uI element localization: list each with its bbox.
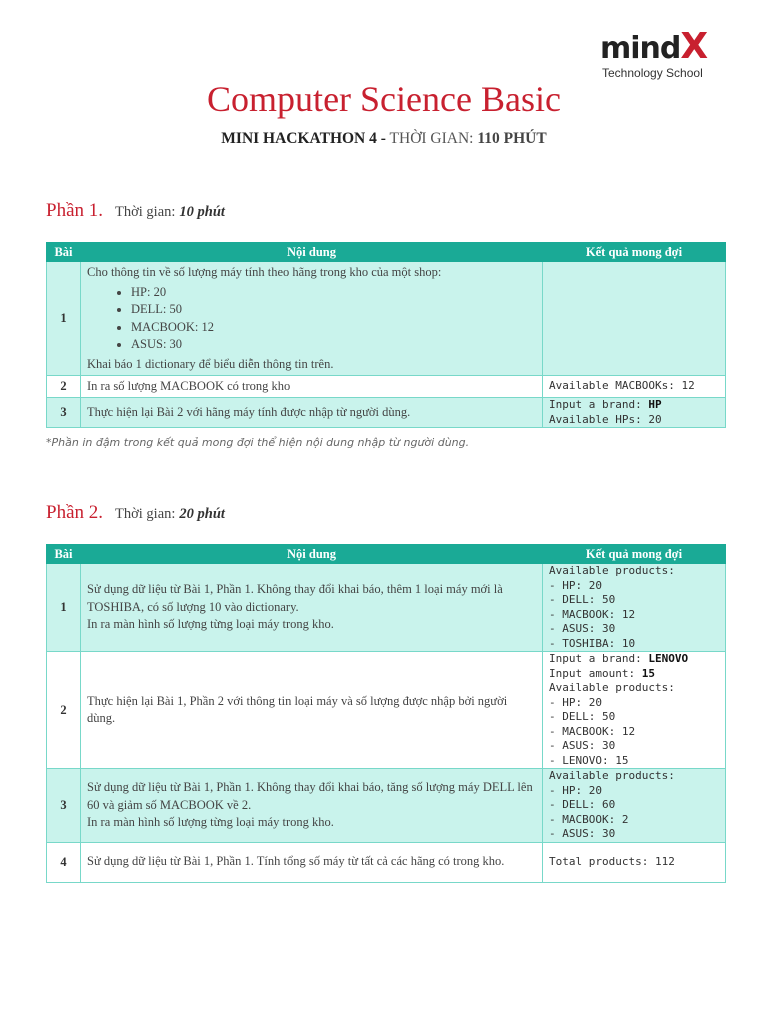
row-result: Available MACBOOKs: 12	[543, 376, 726, 398]
row-outro: Khai báo 1 dictionary để biểu diễn thông tin trên.	[87, 356, 334, 371]
result-amount-value: 15	[641, 666, 655, 680]
row-number: 1	[47, 262, 81, 376]
row-intro: Cho thông tin về số lượng máy tính theo hãng trong kho của một shop:	[87, 265, 442, 279]
part2-title: Phần 2.	[46, 502, 103, 523]
result-input-value: HP	[648, 398, 662, 411]
table-header-row	[47, 545, 726, 564]
row-result: Available products: - HP: 20 - DELL: 60 - MACBOOK: 2 - ASUS: 30	[543, 769, 726, 843]
table-header-row	[47, 243, 726, 262]
result-input-value: LENOVO	[648, 652, 689, 665]
logo-subtitle: Technology School	[602, 66, 703, 80]
row-result	[543, 262, 726, 376]
row-number: 2	[47, 652, 81, 769]
part1-table	[46, 242, 726, 428]
result-output: Available products: - HP: 20 - DELL: 50 - MACBOOK: 12 - ASUS: 30 - LENOVO: 15	[549, 681, 675, 767]
part1-time-value: 10 phút	[179, 204, 225, 220]
subtitle-event: MINI HACKATHON 4 -	[221, 130, 386, 147]
row-content	[81, 769, 543, 843]
row-content	[81, 842, 543, 882]
page-subtitle	[0, 130, 768, 148]
row-text: Thực hiện lại Bài 1, Phần 2 với thông tin loại máy và số lượng được nhập bởi người dùng.	[87, 693, 508, 725]
row-number: 2	[47, 376, 81, 398]
row-number: 3	[47, 769, 81, 843]
list-item: • DELL: 50	[131, 301, 536, 319]
row-number: 1	[47, 564, 81, 652]
part2-heading	[46, 502, 225, 524]
row-result: Available products: - HP: 20 - DELL: 50 - MACBOOK: 12 - ASUS: 30 - TOSHIBA: 10	[543, 564, 726, 652]
col-bai: Bài	[47, 545, 81, 564]
note-text: *Phần in đậm trong kết quả mong đợi thể hiện nội dung nhập từ người dùng.	[46, 436, 470, 449]
part1-heading	[46, 200, 225, 222]
row-content	[81, 564, 543, 652]
subtitle-time-value: 110 PHÚT	[477, 130, 547, 147]
row-text: Sử dụng dữ liệu từ Bài 1, Phần 1. Không thay đổi khai báo, thêm 1 loại máy mới là TOSHIBA, có số lượng 10 vào dictionary.	[87, 582, 503, 614]
row-number: 4	[47, 842, 81, 882]
row-text: Sử dụng dữ liệu từ Bài 1, Phần 1. Không thay đổi khai báo, tăng số lượng máy DELL lên 60 và giảm số MACBOOK về 2.	[87, 780, 533, 812]
col-content: Nội dung	[81, 545, 543, 564]
row-text: Sử dụng dữ liệu từ Bài 1, Phần 1. Tính tổng số máy từ tất cả các hãng có trong kho.	[87, 854, 505, 869]
list-item: • HP: 20	[131, 284, 536, 302]
table-row	[47, 398, 726, 428]
subtitle-time-label: THỜI GIAN:	[389, 130, 474, 147]
row-content: Thực hiện lại Bài 2 với hãng máy tính được nhập từ người dùng.	[81, 398, 543, 428]
col-result: Kết quả mong đợi	[543, 243, 726, 262]
row-result: Total products: 112	[543, 842, 726, 882]
part1-time-label: Thời gian:	[115, 204, 176, 220]
result-input-prompt: Input a brand:	[549, 398, 649, 411]
row-content	[81, 262, 543, 376]
result-amount-prompt: Input amount:	[549, 666, 642, 680]
result-input-prompt: Input a brand:	[549, 652, 649, 665]
col-result: Kết quả mong đợi	[543, 545, 726, 564]
row-text: In ra màn hình số lượng từng loại máy trong kho.	[87, 815, 334, 829]
table-row	[47, 652, 726, 769]
result-output: Available HPs: 20	[549, 412, 662, 426]
row-content	[81, 652, 543, 769]
page-title: Computer Science Basic	[207, 79, 561, 119]
row-result	[543, 652, 726, 769]
table-row	[47, 376, 726, 398]
table-row	[47, 842, 726, 882]
logo-word: mind	[600, 31, 681, 66]
brand-list	[87, 284, 536, 354]
part1-title: Phần 1.	[46, 200, 103, 221]
list-item: • ASUS: 30	[131, 336, 536, 354]
col-content: Nội dung	[81, 243, 543, 262]
row-content: In ra số lượng MACBOOK có trong kho	[81, 376, 543, 398]
mindx-logo	[600, 26, 730, 80]
row-text: In ra màn hình số lượng từng loại máy trong kho.	[87, 617, 334, 632]
list-item: • MACBOOK: 12	[131, 319, 536, 337]
part2-time-value: 20 phút	[179, 506, 225, 522]
part2-time-label: Thời gian:	[115, 506, 176, 522]
row-result	[543, 398, 726, 428]
part2-table	[46, 544, 726, 883]
row-number: 3	[47, 398, 81, 428]
table-row	[47, 262, 726, 376]
table-row	[47, 564, 726, 652]
col-bai: Bài	[47, 243, 81, 262]
logo-x-mark: X	[680, 26, 708, 67]
table-row	[47, 769, 726, 843]
